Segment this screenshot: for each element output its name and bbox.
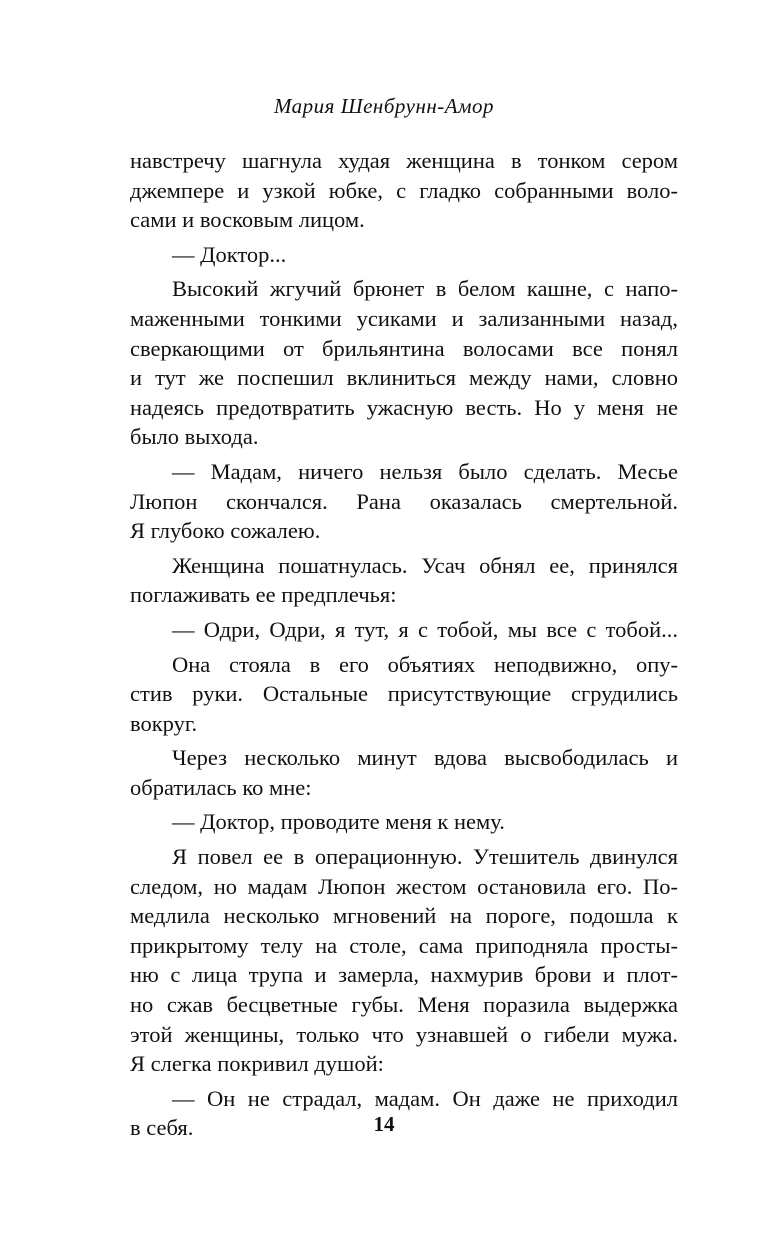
body-line: поглаживать ее предплечья: xyxy=(130,582,397,608)
body-line: маженными тонкими усиками и зализанными назад, xyxy=(130,305,678,331)
body-line: в себя. xyxy=(130,1115,194,1141)
body-line: Люпон скончался. Рана оказалась смертельной. xyxy=(130,488,678,514)
page-body xyxy=(130,146,678,1143)
body-line: Она стояла в его объятиях неподвижно, опу- xyxy=(172,651,678,677)
body-line: — Доктор... xyxy=(172,241,287,267)
running-header: Мария Шенбрунн-Амор xyxy=(273,94,494,118)
body-line: было выхода. xyxy=(130,424,259,450)
body-line: вокруг. xyxy=(130,710,198,736)
body-line: Женщина пошатнулась. Усач обнял ее, принялся xyxy=(172,552,678,578)
page-number: 14 xyxy=(373,1112,395,1136)
body-line: сверкающими от брильянтина волосами все понял xyxy=(130,335,678,361)
body-line: следом, но мадам Люпон жестом остановила его. По- xyxy=(130,873,678,899)
body-line: Я слегка покривил душой: xyxy=(130,1051,384,1077)
body-line: стив руки. Остальные присутствующие сгрудились xyxy=(130,681,678,707)
body-line: — Он не страдал, мадам. Он даже не приходил xyxy=(172,1085,678,1111)
body-line: Я повел ее в операционную. Утешитель двинулся xyxy=(172,844,678,870)
body-line: — Мадам, ничего нельзя было сделать. Месье xyxy=(172,458,678,484)
body-line: надеясь предотвратить ужасную весть. Но у меня не xyxy=(130,394,678,420)
body-line: Через несколько минут вдова высвободилась и xyxy=(172,745,678,771)
body-line: прикрытому телу на столе, сама приподняла просты- xyxy=(130,932,678,958)
body-line: — Доктор, проводите меня к нему. xyxy=(172,809,505,835)
body-line: но сжав бесцветные губы. Меня поразила выдержка xyxy=(130,992,678,1018)
body-line: джемпере и узкой юбке, с гладко собранными воло- xyxy=(130,177,678,203)
body-line: медлила несколько мгновений на пороге, подошла к xyxy=(130,903,678,929)
body-line: Я глубоко сожалею. xyxy=(130,518,321,544)
body-line: сами и восковым лицом. xyxy=(130,207,365,233)
body-line: Высокий жгучий брюнет в белом кашне, с напо- xyxy=(172,276,678,302)
body-line: и тут же поспешил вклиниться между нами, словно xyxy=(130,365,678,391)
body-line: навстречу шагнула худая женщина в тонком сером xyxy=(130,148,678,173)
body-line: ню с лица трупа и замерла, нахмурив брови и плот- xyxy=(130,962,678,988)
body-line: обратилась ко мне: xyxy=(130,774,312,800)
body-line: — Одри, Одри, я тут, я с тобой, мы все с тобой... xyxy=(172,616,678,642)
body-line: этой женщины, только что узнавшей о гибели мужа. xyxy=(130,1021,678,1047)
